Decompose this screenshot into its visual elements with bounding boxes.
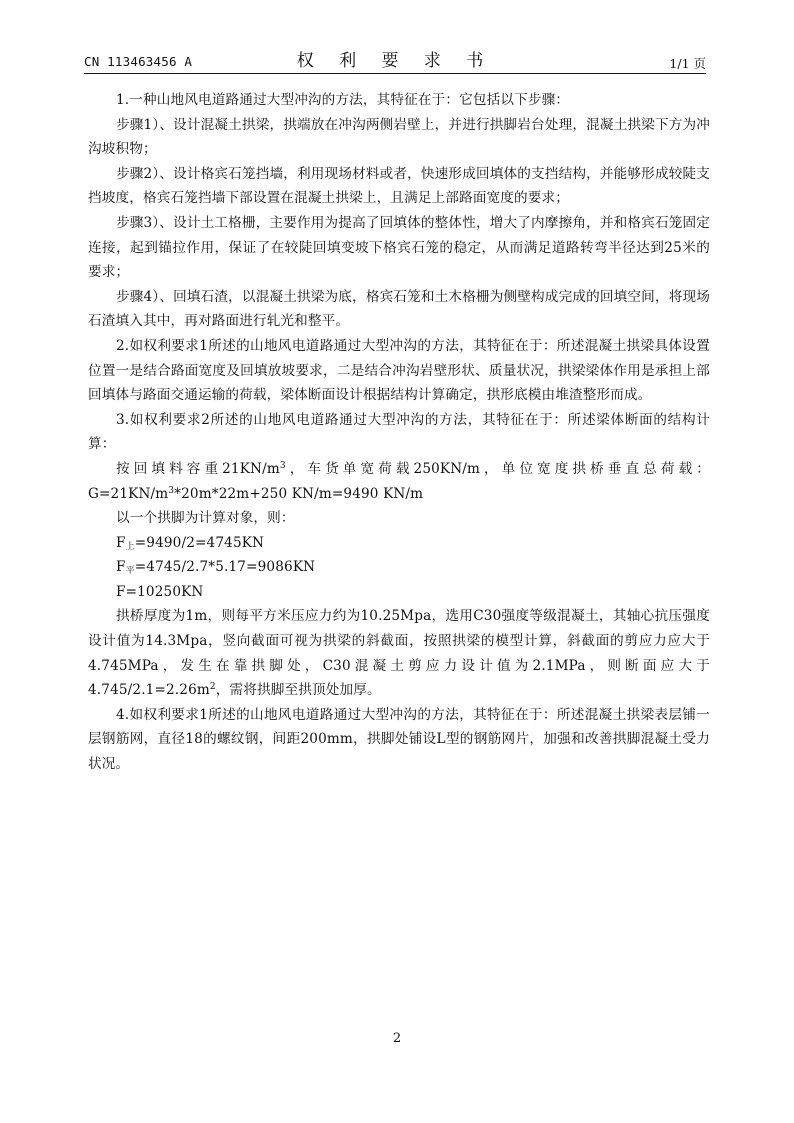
formula-f-upper: $F_上=9490/2=4745KN$ xyxy=(116,534,265,552)
publication-number: CN 113463456 A xyxy=(84,54,193,69)
claim-2: 2.如权利要求1所述的山地风电道路通过大型冲沟的方法，其特征在于：所述混凝土拱梁具体设置位置一是结合路面宽度及回填放坡要求，二是结合冲沟岩壁形状、质量状况，拱梁梁体作用是承担上部回填体与路面交通运输的荷载，梁体断面设计根据结构计算确定，拱形底模由堆渣整形而成。 xyxy=(88,337,710,404)
claim-1-step-3: 步骤3）、设计土工格栅，主要作用为提高了回填体的整体性，增大了内摩擦角，并和格宾石笼固定连接，起到锚拉作用，保证了在较陡回填变坡下格宾石笼的稳定，从而满足道路转弯半径达到25米的要求； xyxy=(88,214,710,281)
page-number: 2 xyxy=(392,1031,402,1046)
claim-1-step-4: 步骤4）、回填石渣，以混凝土拱梁为底，格宾石笼和土木格栅为侧壁构成完成的回填空间，将现场石渣填入其中，再对路面进行轧光和整平。 xyxy=(88,288,710,330)
page-indicator: 1/1 页 xyxy=(669,56,706,71)
calc-object-line: 以一个拱脚为计算对象，则： xyxy=(116,510,295,527)
stress-analysis: 拱桥厚度为1m，则每平方米压应力约为10.25Mpa，选用C30强度等级混凝土，其轴心抗压强度设计值为14.3Mpa，竖向截面可视为拱梁的斜截面，按照拱梁的模型计算，斜截面的剪应力应大于4.745MPa，发生在靠拱脚处，C30混凝土剪应力设计值为2.1MPa，则断面应大于$4.745/2.1=2.26m^2$，需将拱脚至拱顶处加厚。 xyxy=(88,608,710,699)
load-calculation: 按回填料容重$21KN/m^3$，车货单宽荷载250KN/m，单位宽度拱桥垂直总荷载：$G=21KN/m^3*20m*22m+250$ KN/m=9490 KN/m xyxy=(88,460,710,502)
formula-f-horizontal: $F_平=4745/2.7*5.17=9086KN$ xyxy=(116,559,316,577)
claim-1-step-2: 步骤2）、设计格宾石笼挡墙，利用现场材料或者，快速形成回填体的支挡结构，并能够形成较陡支挡坡度，格宾石笼挡墙下部设置在混凝土拱梁上，且满足上部路面宽度的要求； xyxy=(88,165,710,207)
page-header xyxy=(84,46,706,72)
header-divider xyxy=(84,73,706,74)
claim-1-step-1: 步骤1）、设计混凝土拱梁，拱端放在冲沟两侧岩壁上，并进行拱脚岩台处理，混凝土拱梁下方为冲沟坡积物； xyxy=(88,116,710,158)
claim-3-intro: 3.如权利要求2所述的山地风电道路通过大型冲沟的方法，其特征在于：所述梁体断面的结构计算： xyxy=(88,411,710,453)
claims-body xyxy=(88,88,710,777)
claim-4: 4.如权利要求1所述的山地风电道路通过大型冲沟的方法，其特征在于：所述混凝土拱梁表层铺一层钢筋网，直径18的螺纹钢，间距200mm，拱脚处铺设L型的钢筋网片，加强和改善拱脚混凝土受力状况。 xyxy=(88,706,710,773)
claim-1-intro: 1.一种山地风电道路通过大型冲沟的方法，其特征在于：它包括以下步骤： xyxy=(116,92,570,108)
formula-f-total: F=10250KN xyxy=(116,583,204,600)
document-title: 权 利 要 求 书 xyxy=(296,51,494,71)
